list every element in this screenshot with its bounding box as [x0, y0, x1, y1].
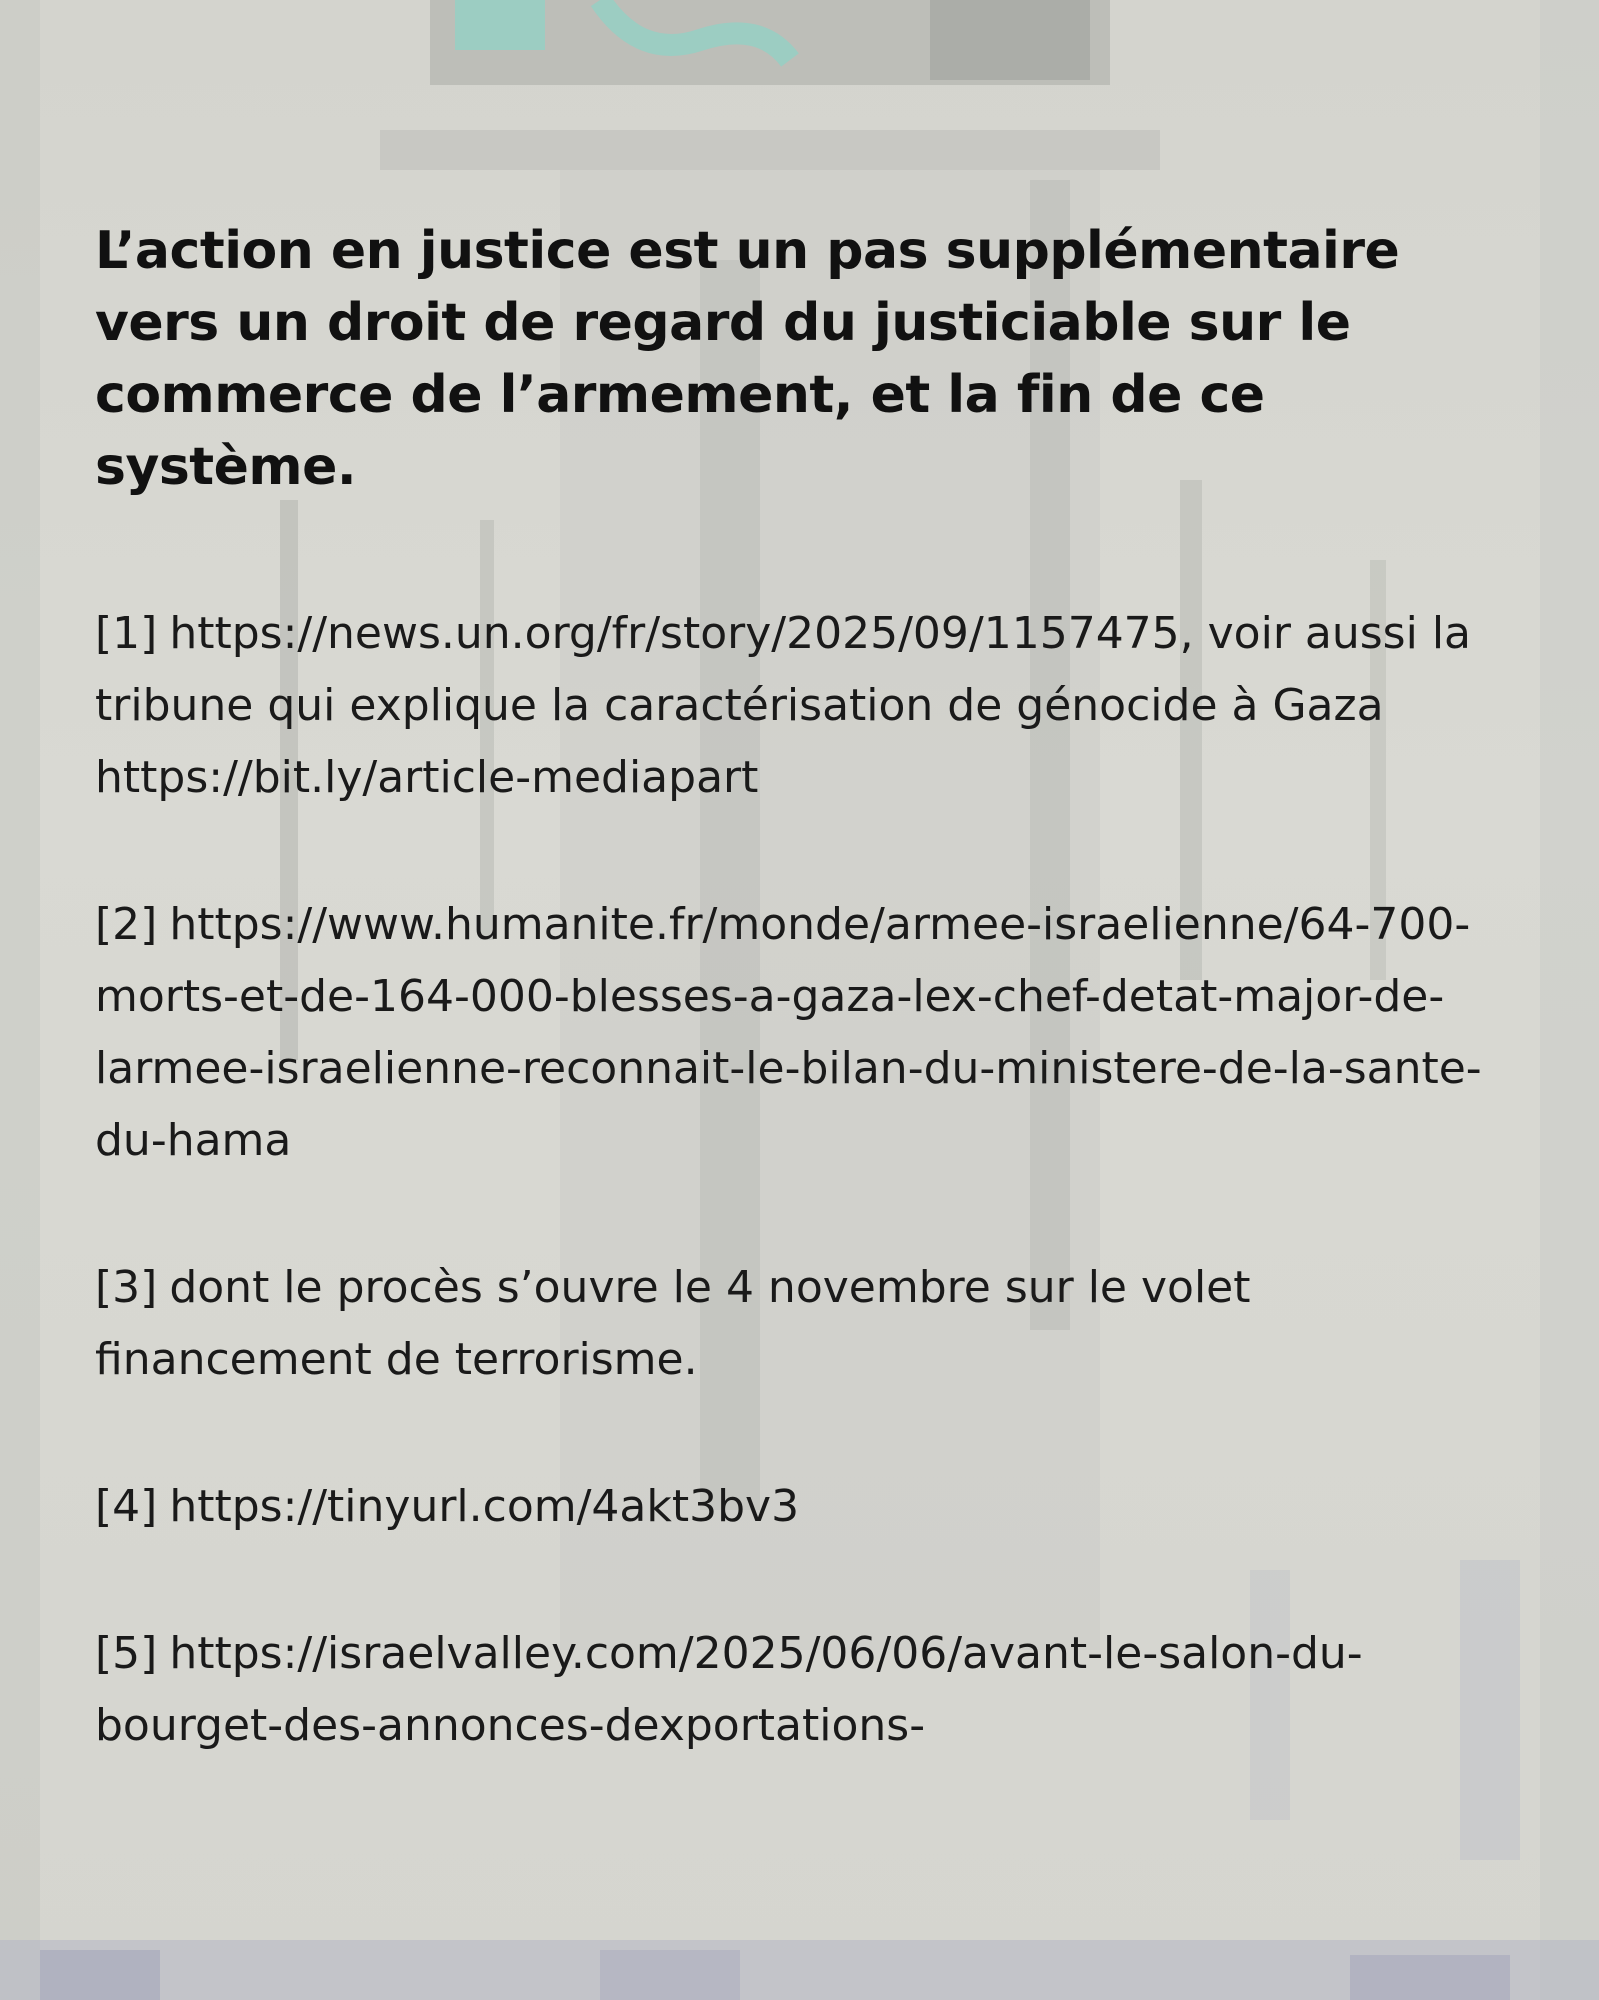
footnote-number: [3]	[95, 1262, 158, 1313]
footnote-text: dont le procès s’ouvre le 4 novembre sur le volet financement de terrorisme.	[95, 1262, 1251, 1385]
footnote-4	[95, 1471, 1515, 1543]
document-body	[95, 215, 1515, 1837]
footnote-number: [1]	[95, 608, 158, 659]
footnote-text: https://israelvalley.com/2025/06/06/avant-le-salon-du-bourget-des-annonces-dexportations-	[95, 1628, 1363, 1751]
footnote-number: [5]	[95, 1628, 158, 1679]
footnote-number: [4]	[95, 1481, 158, 1532]
footnote-1	[95, 598, 1515, 814]
footnote-3	[95, 1252, 1515, 1396]
footnote-2	[95, 889, 1515, 1177]
footnote-5	[95, 1618, 1515, 1762]
footnote-text: https://tinyurl.com/4akt3bv3	[169, 1481, 800, 1532]
footnote-text: https://news.un.org/fr/story/2025/09/1157475, voir aussi la tribune qui explique la caractérisation de génocide à Gaza https://bit.ly/article-mediapart	[95, 608, 1472, 803]
footnote-text: https://www.humanite.fr/monde/armee-israelienne/64-700-morts-et-de-164-000-blesses-a-gaza-lex-chef-detat-major-de-larmee-israelienne-reconnait-le-bilan-du-ministere-de-la-sante-du-hama	[95, 899, 1482, 1166]
footnote-number: [2]	[95, 899, 158, 950]
headline: L’action en justice est un pas supplémentaire vers un droit de regard du justiciable sur le commerce de l’armement, et la fin de ce système.	[95, 221, 1400, 497]
